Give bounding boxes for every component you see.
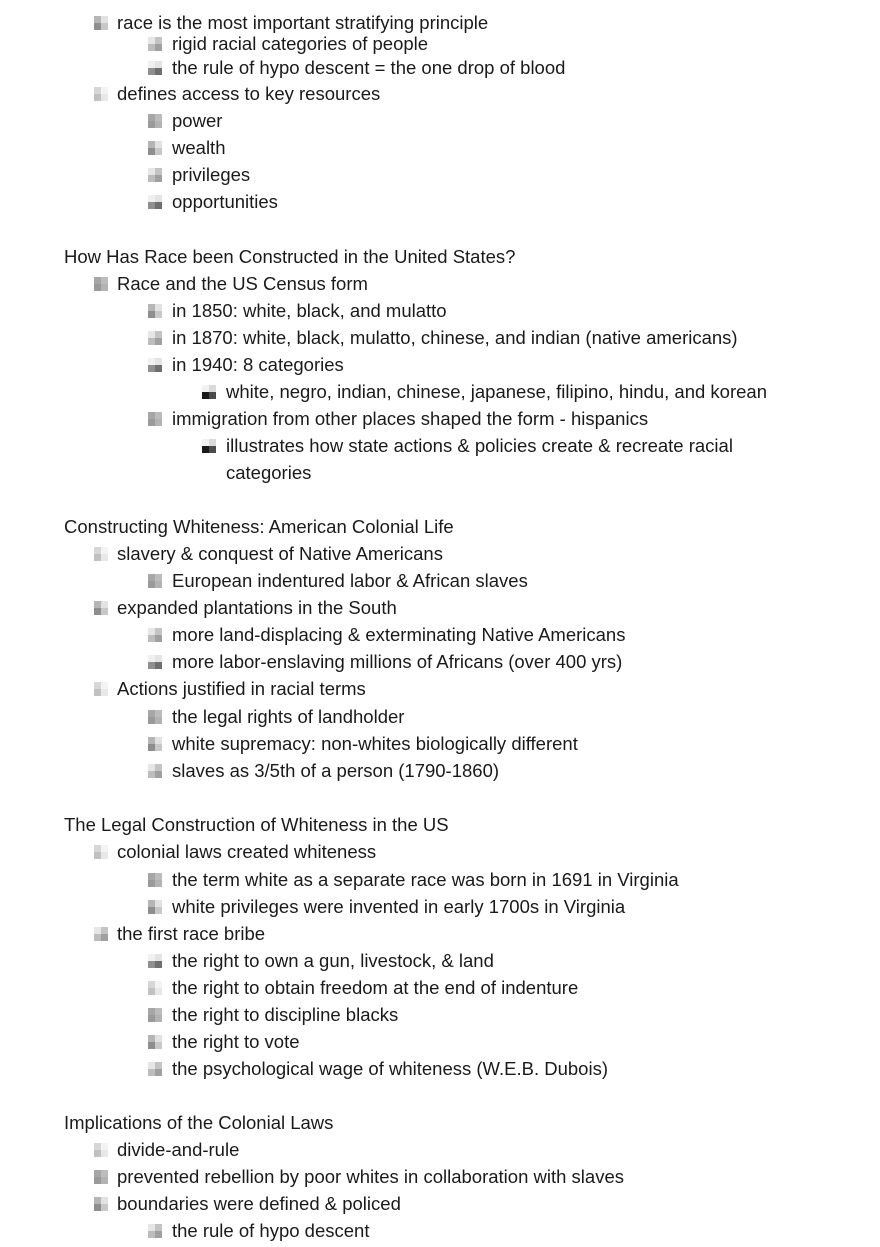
dark-pixel-bullet-icon [202, 439, 216, 453]
outline-item-level-2: white privileges were invented in early 1700s in Virginia [172, 896, 626, 917]
pixel-bullet-icon [94, 16, 108, 30]
outline-item-level-2: in 1870: white, black, mulatto, chinese, and indian (native americans) [172, 327, 738, 348]
pixel-bullet-icon [148, 195, 162, 209]
pixel-bullet-icon [148, 412, 162, 426]
outline-item-level-2: more land-displacing & exterminating Native Americans [172, 624, 626, 645]
pixel-bullet-icon [148, 873, 162, 887]
outline-item-level-2: the psychological wage of whiteness (W.E.B. Dubois) [172, 1058, 608, 1079]
outline-item-level-1: Actions justified in racial terms [117, 678, 366, 699]
pixel-bullet-icon [148, 304, 162, 318]
pixel-bullet-icon [94, 1143, 108, 1157]
outline-item-level-2: more labor-enslaving millions of Africans (over 400 yrs) [172, 651, 623, 672]
outline-item-level-2: the right to discipline blacks [172, 1004, 399, 1025]
outline-item-level-2: power [172, 110, 223, 131]
dark-pixel-bullet-icon [202, 385, 216, 399]
outline-item-level-2: the right to own a gun, livestock, & land [172, 950, 494, 971]
outline-item-level-1: race is the most important stratifying principle [117, 12, 489, 33]
outline-item-level-2: the rule of hypo descent = the one drop of blood [172, 57, 566, 78]
pixel-bullet-icon [148, 1008, 162, 1022]
pixel-bullet-icon [94, 601, 108, 615]
pixel-bullet-icon [148, 168, 162, 182]
pixel-bullet-icon [148, 574, 162, 588]
pixel-bullet-icon [148, 628, 162, 642]
section-heading: Constructing Whiteness: American Colonial Life [64, 516, 454, 537]
pixel-bullet-icon [148, 900, 162, 914]
pixel-bullet-icon [148, 358, 162, 372]
outline-item-level-2: in 1850: white, black, and mulatto [172, 300, 447, 321]
pixel-bullet-icon [94, 1170, 108, 1184]
pixel-bullet-icon [148, 954, 162, 968]
outline-item-level-1: expanded plantations in the South [117, 597, 397, 618]
pixel-bullet-icon [148, 981, 162, 995]
outline-item-level-1: Race and the US Census form [117, 273, 368, 294]
outline-item-level-2: the right to vote [172, 1031, 300, 1052]
pixel-bullet-icon [94, 845, 108, 859]
outline-item-level-2: white supremacy: non-whites biologically different [172, 733, 578, 754]
section-heading: The Legal Construction of Whiteness in the US [64, 814, 449, 835]
pixel-bullet-icon [148, 331, 162, 345]
outline-item-level-2: immigration from other places shaped the form - hispanics [172, 408, 649, 429]
outline-item-level-2: slaves as 3/5th of a person (1790-1860) [172, 760, 500, 781]
outline-item-level-2: opportunities [172, 191, 278, 212]
outline-item-level-2: the rule of hypo descent [172, 1220, 370, 1241]
outline-item-level-1: slavery & conquest of Native Americans [117, 543, 443, 564]
pixel-bullet-icon [94, 87, 108, 101]
outline-item-level-1: divide-and-rule [117, 1139, 240, 1160]
outline-item-level-2: the right to obtain freedom at the end of indenture [172, 977, 579, 998]
outline-item-level-1: defines access to key resources [117, 83, 381, 104]
outline-item-level-2: European indentured labor & African slaves [172, 570, 528, 591]
pixel-bullet-icon [148, 37, 162, 51]
pixel-bullet-icon [94, 277, 108, 291]
outline-item-level-2: rigid racial categories of people [172, 33, 429, 54]
outline-item-level-3: illustrates how state actions & policies create & recreate racial [226, 435, 733, 456]
outline-item-level-2: privileges [172, 164, 251, 185]
pixel-bullet-icon [148, 710, 162, 724]
pixel-bullet-icon [148, 141, 162, 155]
pixel-bullet-icon [148, 737, 162, 751]
pixel-bullet-icon [94, 547, 108, 561]
pixel-bullet-icon [148, 1224, 162, 1238]
pixel-bullet-icon [148, 655, 162, 669]
pixel-bullet-icon [148, 1035, 162, 1049]
outline-item-level-2: the term white as a separate race was born in 1691 in Virginia [172, 869, 679, 890]
outline-item-level-1: prevented rebellion by poor whites in collaboration with slaves [117, 1166, 624, 1187]
pixel-bullet-icon [148, 1062, 162, 1076]
outline-item-level-3: categories [226, 462, 312, 483]
pixel-bullet-icon [94, 682, 108, 696]
outline-item-level-1: boundaries were defined & policed [117, 1193, 401, 1214]
pixel-bullet-icon [148, 61, 162, 75]
outline-item-level-2: in 1940: 8 categories [172, 354, 344, 375]
pixel-bullet-icon [94, 1197, 108, 1211]
outline-item-level-2: wealth [172, 137, 226, 158]
pixel-bullet-icon [148, 764, 162, 778]
outline-item-level-3: white, negro, indian, chinese, japanese, filipino, hindu, and korean [226, 381, 767, 402]
pixel-bullet-icon [148, 114, 162, 128]
section-heading: Implications of the Colonial Laws [64, 1112, 334, 1133]
outline-item-level-2: the legal rights of landholder [172, 706, 405, 727]
section-heading: How Has Race been Constructed in the United States? [64, 246, 516, 267]
pixel-bullet-icon [94, 927, 108, 941]
outline-item-level-1: the first race bribe [117, 923, 266, 944]
outline-item-level-1: colonial laws created whiteness [117, 841, 377, 862]
